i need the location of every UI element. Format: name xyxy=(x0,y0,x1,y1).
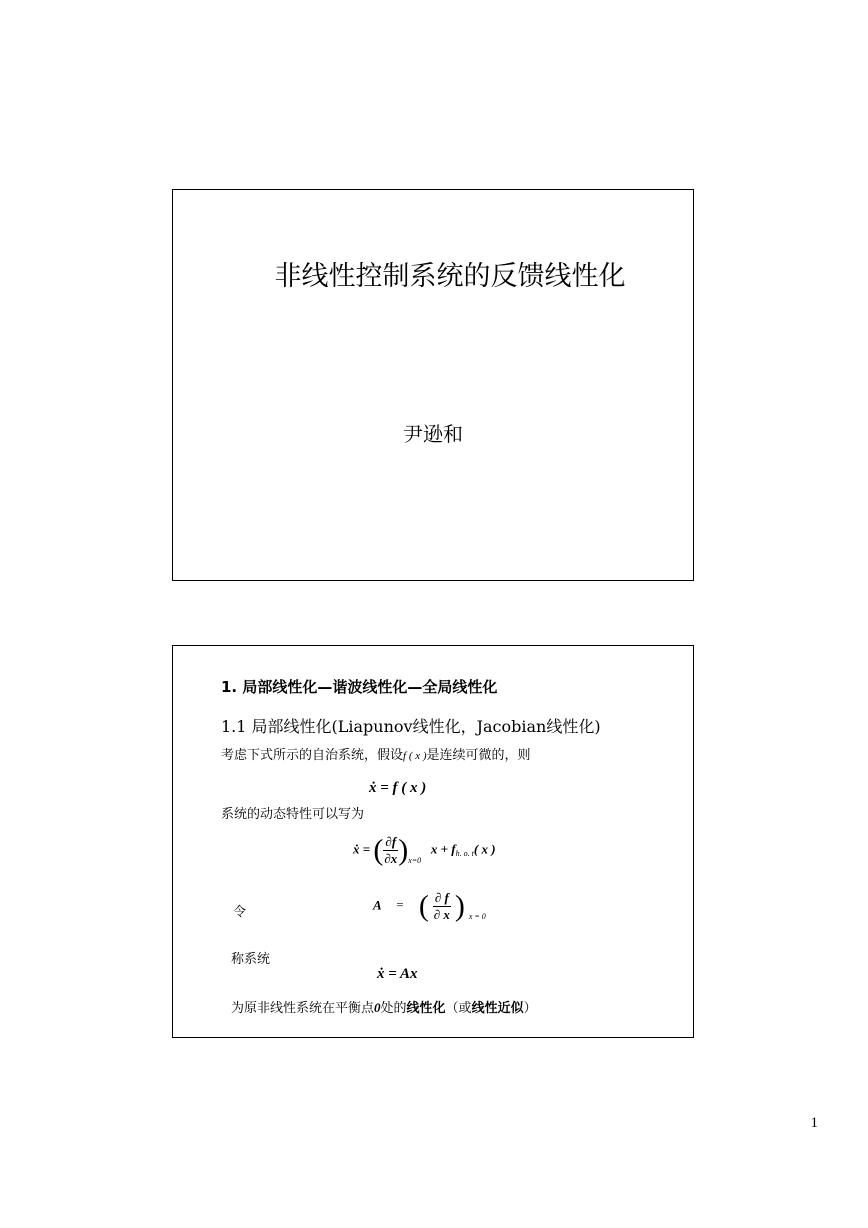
eq3-subscript: x = 0 xyxy=(468,912,486,922)
intro-math: f ( x ) xyxy=(403,750,427,762)
subsection-heading: 1.1 局部线性化(Liapunov线性化，Jacobian线性化) xyxy=(221,717,601,736)
eq2-arg: ( x ) xyxy=(473,841,496,857)
eq2-subscript: x=0 xyxy=(408,856,422,866)
conclusion-paren-close: ） xyxy=(523,1001,537,1016)
conclusion-bold: 线性化 xyxy=(406,1001,446,1016)
left-paren: ( xyxy=(373,833,384,867)
intro-line xyxy=(221,744,531,763)
right-paren-2: ) xyxy=(454,889,465,923)
conclusion-zero: 0 xyxy=(374,1000,381,1015)
eq2-denominator: ∂x xyxy=(384,851,398,866)
slide-title: 非线性控制系统的反馈线性化 xyxy=(274,261,626,292)
section-heading: 1. 局部线性化—谐波线性化—全局线性化 xyxy=(221,678,498,696)
conclusion-pre: 为原非线性系统在平衡点 xyxy=(231,1001,375,1016)
conclusion-paren-open: （或 xyxy=(445,1001,472,1016)
eq2-fraction xyxy=(383,834,398,867)
intro-text-pre: 考虑下式所示的自治系统，假设 xyxy=(221,748,404,763)
title-slide xyxy=(172,189,694,581)
dynamics-line: 系统的动态特性可以写为 xyxy=(221,807,365,822)
eq3-numerator: ∂ f xyxy=(434,890,449,905)
eq2-hot-subscript: h. o. t xyxy=(455,849,474,859)
eq2-lhs: ẋ = xyxy=(353,841,371,857)
equation-expansion xyxy=(353,834,496,867)
equation-system: ẋ = f ( x ) xyxy=(369,780,427,796)
content-slide xyxy=(172,645,694,1038)
eq3-lhs: A xyxy=(373,897,381,913)
slide-author: 尹逊和 xyxy=(403,422,463,446)
call-label: 称系统 xyxy=(231,952,271,967)
eq3-denominator: ∂ x xyxy=(433,907,450,922)
eq3-equals: = xyxy=(396,897,404,913)
conclusion-line xyxy=(231,997,537,1016)
conclusion-bold2: 线性近似 xyxy=(471,1001,524,1016)
let-label: 令 xyxy=(233,905,247,920)
equation-jacobian xyxy=(373,890,486,923)
eq2-rest: x + f xyxy=(430,841,456,857)
page-number: 1 xyxy=(810,1115,818,1131)
eq3-fraction xyxy=(433,890,451,923)
eq2-numerator: ∂f xyxy=(385,834,397,849)
right-paren: ) xyxy=(398,833,409,867)
intro-text-post: 是连续可微的，则 xyxy=(426,748,531,763)
left-paren-2: ( xyxy=(418,889,429,923)
equation-linear: ẋ = Ax xyxy=(377,966,418,982)
conclusion-mid: 处的 xyxy=(380,1001,407,1016)
